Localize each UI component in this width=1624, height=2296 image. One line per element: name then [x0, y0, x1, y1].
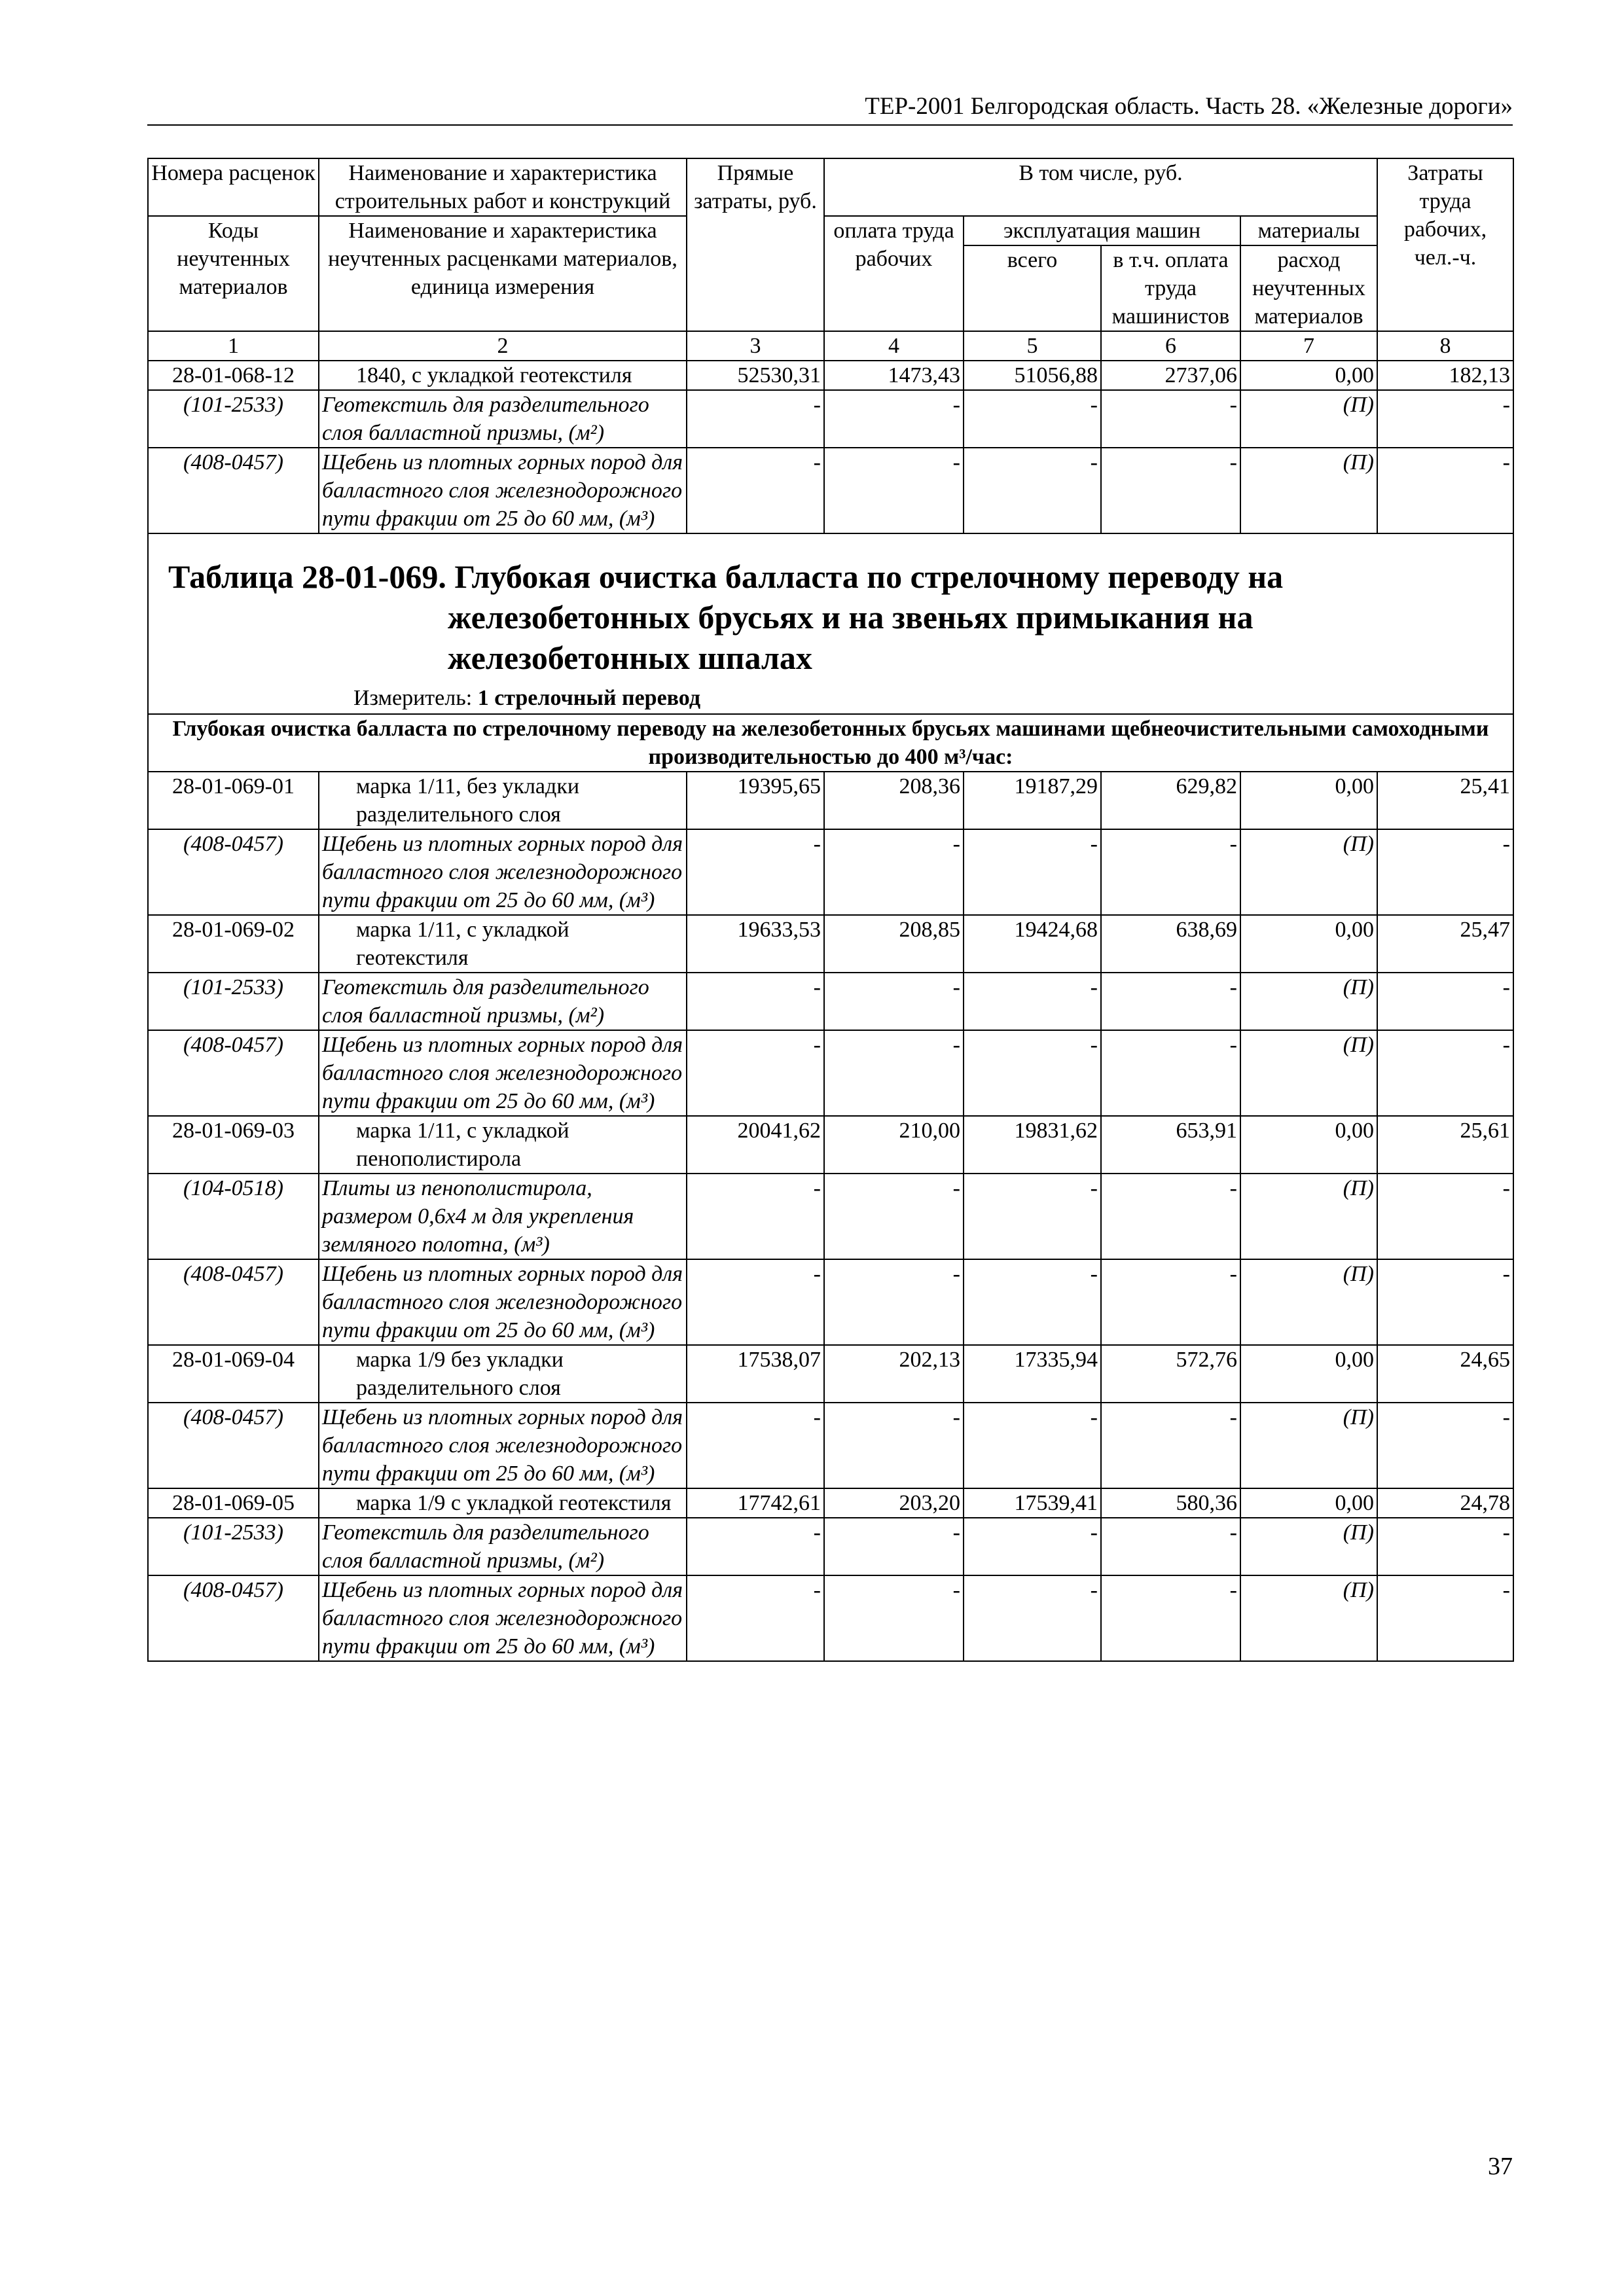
rate-value-v5: 19424,68 [964, 915, 1101, 973]
rate-value-v5: 51056,88 [964, 361, 1101, 390]
rate-value-v3: 19395,65 [687, 772, 824, 829]
rate-value-v4: 203,20 [824, 1488, 964, 1518]
empty-dash: - [824, 1518, 964, 1575]
empty-dash: - [687, 1518, 824, 1575]
column-number: 6 [1101, 331, 1240, 361]
material-name: Щебень из плотных горных пород для балластного слоя железнодорожного пути фракции от 25 до 60 мм, (м³) [319, 448, 687, 533]
empty-dash: - [964, 1403, 1101, 1488]
material-row [148, 1030, 1513, 1116]
empty-dash: - [964, 1174, 1101, 1259]
rate-value-v8: 25,47 [1377, 915, 1513, 973]
rate-value-v3: 52530,31 [687, 361, 824, 390]
material-code: (408-0457) [148, 829, 319, 915]
material-code: (101-2533) [148, 390, 319, 448]
empty-dash: - [964, 1518, 1101, 1575]
empty-dash: - [964, 390, 1101, 448]
empty-dash: - [1101, 1259, 1240, 1345]
material-mark: (П) [1240, 829, 1377, 915]
rate-value-v8: 25,41 [1377, 772, 1513, 829]
empty-dash: - [1101, 1518, 1240, 1575]
table-title-line2: железобетонных брусьях и на звеньях примыкания на [448, 599, 1254, 636]
rate-value-v5: 17335,94 [964, 1345, 1101, 1403]
empty-dash: - [1377, 1518, 1513, 1575]
table-title-cell [148, 533, 1513, 714]
column-number: 7 [1240, 331, 1377, 361]
rate-name: 1840, с укладкой геотекстиля [319, 361, 687, 390]
empty-dash: - [1101, 1174, 1240, 1259]
empty-dash: - [964, 1259, 1101, 1345]
material-name: Щебень из плотных горных пород для балластного слоя железнодорожного пути фракции от 25 до 60 мм, (м³) [319, 1259, 687, 1345]
empty-dash: - [687, 1403, 824, 1488]
rate-value-v3: 19633,53 [687, 915, 824, 973]
rate-value-v6: 580,36 [1101, 1488, 1240, 1518]
empty-dash: - [687, 1174, 824, 1259]
empty-dash: - [824, 1030, 964, 1116]
page-number: 37 [1488, 2153, 1513, 2180]
header-materials-sub: расход неучтенных материалов [1240, 245, 1377, 331]
header-col2-top: Наименование и характеристика строительных работ и конструкций [319, 158, 687, 216]
material-code: (408-0457) [148, 1259, 319, 1345]
header-labor: Затраты труда рабочих, чел.-ч. [1377, 158, 1513, 331]
rate-value-v6: 653,91 [1101, 1116, 1240, 1174]
material-mark: (П) [1240, 1518, 1377, 1575]
section-header-row [148, 714, 1513, 772]
empty-dash: - [687, 390, 824, 448]
rate-value-v6: 638,69 [1101, 915, 1240, 973]
column-number: 5 [964, 331, 1101, 361]
material-name: Геотекстиль для разделительного слоя балластной призмы, (м²) [319, 390, 687, 448]
empty-dash: - [824, 973, 964, 1030]
rate-row [148, 361, 1513, 390]
rate-name: марка 1/9 с укладкой геотекстиля [319, 1488, 687, 1518]
rate-row [148, 1488, 1513, 1518]
empty-dash: - [824, 1259, 964, 1345]
rate-value-v5: 17539,41 [964, 1488, 1101, 1518]
header-incl: В том числе, руб. [824, 158, 1377, 216]
rate-code: 28-01-069-05 [148, 1488, 319, 1518]
rate-code: 28-01-069-01 [148, 772, 319, 829]
meter-line [168, 683, 1513, 713]
table-title-line3: железобетонных шпалах [448, 639, 812, 676]
material-code: (408-0457) [148, 1403, 319, 1488]
material-mark: (П) [1240, 1030, 1377, 1116]
rate-value-v8: 24,78 [1377, 1488, 1513, 1518]
rate-value-v5: 19831,62 [964, 1116, 1101, 1174]
material-row [148, 1518, 1513, 1575]
material-row [148, 829, 1513, 915]
empty-dash: - [824, 829, 964, 915]
rate-value-v3: 17742,61 [687, 1488, 824, 1518]
meter-value: 1 стрелочный перевод [477, 686, 701, 710]
material-row [148, 390, 1513, 448]
rate-name: марка 1/11, с укладкой геотекстиля [319, 915, 687, 973]
section-header: Глубокая очистка балласта по стрелочному переводу на железобетонных брусьях машинами щебнеочистительными самоходными производительностью до 400 м³/час: [148, 714, 1513, 772]
material-mark: (П) [1240, 390, 1377, 448]
header-machines-total: всего [964, 245, 1101, 331]
column-number: 3 [687, 331, 824, 361]
empty-dash: - [964, 1030, 1101, 1116]
rate-value-v6: 2737,06 [1101, 361, 1240, 390]
rate-value-v4: 208,85 [824, 915, 964, 973]
empty-dash: - [687, 1575, 824, 1661]
rate-name: марка 1/9 без укладки разделительного слоя [319, 1345, 687, 1403]
page-header: ТЕР-2001 Белгородская область. Часть 28. «Железные дороги» [147, 92, 1513, 126]
header-row-1 [148, 158, 1513, 216]
table-title-line1: Таблица 28-01-069. Глубокая очистка балласта по стрелочному переводу на [168, 558, 1284, 595]
empty-dash: - [1101, 1575, 1240, 1661]
material-row [148, 973, 1513, 1030]
empty-dash: - [824, 448, 964, 533]
rate-value-v7: 0,00 [1240, 361, 1377, 390]
empty-dash: - [1101, 829, 1240, 915]
material-mark: (П) [1240, 973, 1377, 1030]
material-name: Щебень из плотных горных пород для балластного слоя железнодорожного пути фракции от 25 до 60 мм, (м³) [319, 1403, 687, 1488]
header-machines-wage: в т.ч. оплата труда машинистов [1101, 245, 1240, 331]
empty-dash: - [1101, 448, 1240, 533]
empty-dash: - [687, 1030, 824, 1116]
empty-dash: - [687, 829, 824, 915]
empty-dash: - [1377, 448, 1513, 533]
rate-value-v7: 0,00 [1240, 1345, 1377, 1403]
rate-value-v6: 572,76 [1101, 1345, 1240, 1403]
empty-dash: - [964, 829, 1101, 915]
estimate-table [147, 158, 1514, 1662]
material-row [148, 1575, 1513, 1661]
material-code: (408-0457) [148, 448, 319, 533]
rate-value-v7: 0,00 [1240, 772, 1377, 829]
empty-dash: - [1377, 1403, 1513, 1488]
empty-dash: - [687, 1259, 824, 1345]
material-code: (104-0518) [148, 1174, 319, 1259]
empty-dash: - [1377, 390, 1513, 448]
material-code: (101-2533) [148, 973, 319, 1030]
header-col3: Прямые затраты, руб. [687, 158, 824, 331]
empty-dash: - [1377, 829, 1513, 915]
column-number: 1 [148, 331, 319, 361]
rate-code: 28-01-068-12 [148, 361, 319, 390]
rate-value-v7: 0,00 [1240, 915, 1377, 973]
table-title [168, 556, 1513, 678]
rate-value-v8: 182,13 [1377, 361, 1513, 390]
material-code: (408-0457) [148, 1575, 319, 1661]
material-mark: (П) [1240, 448, 1377, 533]
rate-code: 28-01-069-02 [148, 915, 319, 973]
rate-value-v4: 210,00 [824, 1116, 964, 1174]
rate-value-v5: 19187,29 [964, 772, 1101, 829]
material-row [148, 1259, 1513, 1345]
material-code: (408-0457) [148, 1030, 319, 1116]
column-number: 4 [824, 331, 964, 361]
column-numbers-row [148, 331, 1513, 361]
material-mark: (П) [1240, 1575, 1377, 1661]
material-mark: (П) [1240, 1174, 1377, 1259]
rate-value-v3: 20041,62 [687, 1116, 824, 1174]
rate-code: 28-01-069-04 [148, 1345, 319, 1403]
rate-value-v4: 1473,43 [824, 361, 964, 390]
empty-dash: - [1101, 1403, 1240, 1488]
material-name: Геотекстиль для разделительного слоя балластной призмы, (м²) [319, 973, 687, 1030]
material-mark: (П) [1240, 1403, 1377, 1488]
rate-row [148, 1345, 1513, 1403]
empty-dash: - [1377, 1259, 1513, 1345]
empty-dash: - [1377, 973, 1513, 1030]
material-code: (101-2533) [148, 1518, 319, 1575]
empty-dash: - [964, 1575, 1101, 1661]
rate-value-v6: 629,82 [1101, 772, 1240, 829]
rate-name: марка 1/11, без укладки разделительного слоя [319, 772, 687, 829]
rate-value-v4: 202,13 [824, 1345, 964, 1403]
material-name: Щебень из плотных горных пород для балластного слоя железнодорожного пути фракции от 25 до 60 мм, (м³) [319, 1030, 687, 1116]
meter-label: Измеритель: [353, 686, 473, 710]
empty-dash: - [824, 1403, 964, 1488]
material-row [148, 1174, 1513, 1259]
empty-dash: - [1377, 1030, 1513, 1116]
empty-dash: - [824, 1575, 964, 1661]
rate-value-v7: 0,00 [1240, 1116, 1377, 1174]
empty-dash: - [1377, 1575, 1513, 1661]
column-number: 2 [319, 331, 687, 361]
material-name: Плиты из пенополистирола, размером 0,6х4 м для укрепления земляного полотна, (м³) [319, 1174, 687, 1259]
material-row [148, 448, 1513, 533]
rate-row [148, 915, 1513, 973]
empty-dash: - [824, 1174, 964, 1259]
material-mark: (П) [1240, 1259, 1377, 1345]
empty-dash: - [964, 448, 1101, 533]
header-col1-top: Номера расценок [148, 158, 319, 216]
material-row [148, 1403, 1513, 1488]
header-wage: оплата труда рабочих [824, 216, 964, 331]
rate-value-v7: 0,00 [1240, 1488, 1377, 1518]
table-title-row [148, 533, 1513, 714]
empty-dash: - [1101, 973, 1240, 1030]
header-machines: эксплуатация машин [964, 216, 1240, 245]
empty-dash: - [1101, 390, 1240, 448]
header-row-2 [148, 216, 1513, 245]
empty-dash: - [1377, 1174, 1513, 1259]
material-name: Щебень из плотных горных пород для балластного слоя железнодорожного пути фракции от 25 до 60 мм, (м³) [319, 1575, 687, 1661]
header-col2-bottom: Наименование и характеристика неучтенных расценками материалов, единица измерения [319, 216, 687, 331]
rate-value-v3: 17538,07 [687, 1345, 824, 1403]
empty-dash: - [964, 973, 1101, 1030]
rate-value-v8: 25,61 [1377, 1116, 1513, 1174]
rate-value-v4: 208,36 [824, 772, 964, 829]
material-name: Геотекстиль для разделительного слоя балластной призмы, (м²) [319, 1518, 687, 1575]
rate-name: марка 1/11, с укладкой пенополистирола [319, 1116, 687, 1174]
empty-dash: - [1101, 1030, 1240, 1116]
rate-row [148, 772, 1513, 829]
rate-value-v8: 24,65 [1377, 1345, 1513, 1403]
empty-dash: - [824, 390, 964, 448]
header-col1-bottom: Коды неучтенных материалов [148, 216, 319, 331]
empty-dash: - [687, 973, 824, 1030]
column-number: 8 [1377, 331, 1513, 361]
rate-row [148, 1116, 1513, 1174]
header-materials: материалы [1240, 216, 1377, 245]
rate-code: 28-01-069-03 [148, 1116, 319, 1174]
material-name: Щебень из плотных горных пород для балластного слоя железнодорожного пути фракции от 25 до 60 мм, (м³) [319, 829, 687, 915]
empty-dash: - [687, 448, 824, 533]
